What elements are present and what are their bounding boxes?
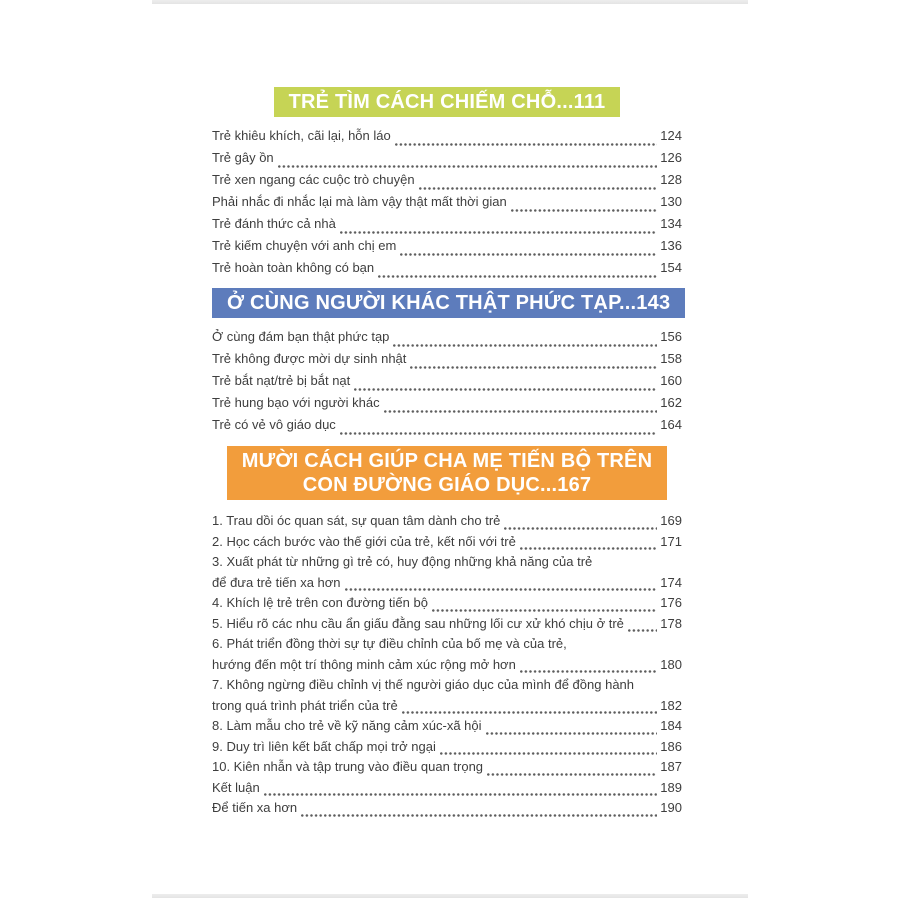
toc-entry [212,657,682,678]
toc-entry-wrap-line [212,677,682,698]
dot-leader [628,629,657,632]
toc-entry-label: 3. Xuất phát từ những gì trẻ có, huy động những khả năng của trẻ [212,554,593,569]
section-title-line: CON ĐƯỜNG GIÁO DỤC...167 [302,474,592,496]
toc-entry-label: Trẻ có vẻ vô giáo dục [212,417,336,432]
dot-leader [378,275,657,278]
toc-entry-page-number: 134 [660,216,682,231]
toc-entry [212,351,682,373]
toc-entry-list [212,513,682,821]
dot-leader [402,711,658,714]
toc-entry-list [212,329,682,439]
toc-entry-page-number: 154 [660,260,682,275]
toc-entry-page-number: 162 [660,395,682,410]
toc-content [212,87,682,821]
toc-entry [212,172,682,194]
toc-entry-page-number: 160 [660,373,682,388]
toc-entry-label: 2. Học cách bước vào thế giới của trẻ, kết nối với trẻ [212,533,516,549]
toc-entry-label: trong quá trình phát triển của trẻ [212,697,398,713]
toc-entry [212,534,682,555]
section-title-line: MƯỜI CÁCH GIÚP CHA MẸ TIẾN BỘ TRÊN [241,450,653,472]
section-header-o-cung-nguoi-khac [212,288,685,318]
toc-entry-label: Ở cùng đám bạn thật phức tạp [212,329,390,344]
toc-entry [212,698,682,719]
toc-entry [212,780,682,801]
toc-entry-label: Kết luận [212,779,260,795]
toc-entry-label: Trẻ gây ồn [212,150,274,165]
toc-entry [212,329,682,351]
dot-leader [410,366,657,369]
toc-entry [212,616,682,637]
toc-entry [212,194,682,216]
toc-entry-page-number: 176 [660,595,682,610]
toc-entry-label: 5. Hiểu rõ các nhu cầu ẩn giấu đằng sau những lối cư xử khó chịu ở trẻ [212,615,624,631]
dot-leader [504,527,657,530]
toc-entry-wrap-line [212,554,682,575]
toc-entry [212,216,682,238]
toc-entry-wrap-line [212,636,682,657]
dot-leader [486,732,658,735]
section-header-tre-tim-cach-chiem-cho [274,87,621,117]
toc-entry-label: 7. Không ngừng điều chỉnh vị thế người giáo dục của mình để đồng hành [212,677,635,692]
dot-leader [487,773,657,776]
toc-entry-label: 6. Phát triển đồng thời sự tự điều chỉnh của bố mẹ và của trẻ, [212,636,567,651]
dot-leader [345,588,658,591]
toc-entry-label: để đưa trẻ tiến xa hơn [212,574,341,590]
dot-leader [419,187,658,190]
toc-entry-page-number: 190 [660,800,682,815]
toc-entry-page-number: 126 [660,150,682,165]
toc-entry [212,128,682,150]
toc-entry-page-number: 189 [660,779,682,795]
toc-entry-page-number: 184 [660,718,682,733]
toc-entry [212,260,682,282]
toc-entry-label: Trẻ hung bạo với người khác [212,395,380,410]
toc-entry-page-number: 156 [660,329,682,344]
toc-entry [212,800,682,821]
toc-entry-label: 10. Kiên nhẫn và tập trung vào điều quan trọng [212,759,484,774]
dot-leader [354,388,657,391]
dot-leader [301,814,657,817]
section-title-line: Ở CÙNG NGƯỜI KHÁC THẬT PHỨC TẠP...143 [227,292,671,314]
toc-entry-label: Trẻ không được mời dự sinh nhật [212,351,407,366]
toc-entry-page-number: 136 [660,238,682,253]
dot-leader [384,410,658,413]
toc-entry-label: Trẻ đánh thức cả nhà [212,216,336,231]
dot-leader [440,752,657,755]
toc-entry-page-number: 171 [660,533,682,549]
toc-entry-page-number: 180 [660,656,682,672]
page-bottom-edge [152,894,748,898]
dot-leader [395,143,658,146]
dot-leader [278,165,658,168]
toc-entry-label: Trẻ bắt nạt/trẻ bị bắt nạt [212,373,351,388]
toc-entry-label: hướng đến một trí thông minh cảm xúc rộng mở hơn [212,656,516,672]
toc-entry-label: Phải nhắc đi nhắc lại mà làm vậy thật mất thời gian [212,194,507,209]
dot-leader [520,547,657,550]
toc-entry [212,513,682,534]
toc-entry [212,718,682,739]
toc-entry-list [212,128,682,282]
toc-entry-label: Trẻ khiêu khích, cãi lại, hỗn láo [212,128,391,143]
toc-entry-page-number: 130 [660,194,682,209]
toc-entry-page-number: 187 [660,759,682,774]
toc-entry [212,395,682,417]
toc-entry-page-number: 178 [660,615,682,631]
toc-section-muoi-cach-giup-cha-me [212,446,682,821]
toc-entry [212,739,682,760]
toc-entry-page-number: 174 [660,574,682,590]
toc-entry [212,759,682,780]
toc-entry-page-number: 164 [660,417,682,432]
toc-entry-page-number: 124 [660,128,682,143]
toc-section-tre-tim-cach-chiem-cho [212,87,682,282]
toc-entry-page-number: 169 [660,513,682,528]
toc-entry-label: 9. Duy trì liên kết bất chấp mọi trở ngại [212,738,436,754]
dot-leader [340,432,657,435]
section-header-muoi-cach-giup-cha-me [227,446,667,500]
dot-leader [264,793,658,796]
section-title-line: TRẺ TÌM CÁCH CHIẾM CHỖ...111 [288,91,606,113]
toc-entry-label: 4. Khích lệ trẻ trên con đường tiến bộ [212,595,428,610]
dot-leader [400,253,657,256]
dot-leader [520,670,657,673]
toc-entry-label: 1. Trau dồi óc quan sát, sự quan tâm dành cho trẻ [212,513,501,528]
toc-entry-label: Trẻ hoàn toàn không có bạn [212,260,375,275]
page-top-edge [152,0,748,4]
toc-entry [212,417,682,439]
toc-entry [212,373,682,395]
toc-entry [212,150,682,172]
toc-entry-label: Trẻ kiếm chuyện với anh chị em [212,238,397,253]
toc-entry-label: Trẻ xen ngang các cuộc trò chuyện [212,172,415,187]
toc-entry [212,595,682,616]
dot-leader [511,209,658,212]
toc-entry [212,238,682,260]
toc-entry-page-number: 158 [660,351,682,366]
toc-entry-label: Để tiến xa hơn [212,800,298,815]
dot-leader [393,344,657,347]
toc-entry-label: 8. Làm mẫu cho trẻ về kỹ năng cảm xúc-xã hội [212,718,482,733]
toc-entry-page-number: 186 [660,738,682,754]
toc-entry [212,575,682,596]
toc-section-o-cung-nguoi-khac [212,288,682,439]
dot-leader [340,231,657,234]
toc-entry-page-number: 182 [660,697,682,713]
toc-entry-page-number: 128 [660,172,682,187]
dot-leader [432,609,657,612]
